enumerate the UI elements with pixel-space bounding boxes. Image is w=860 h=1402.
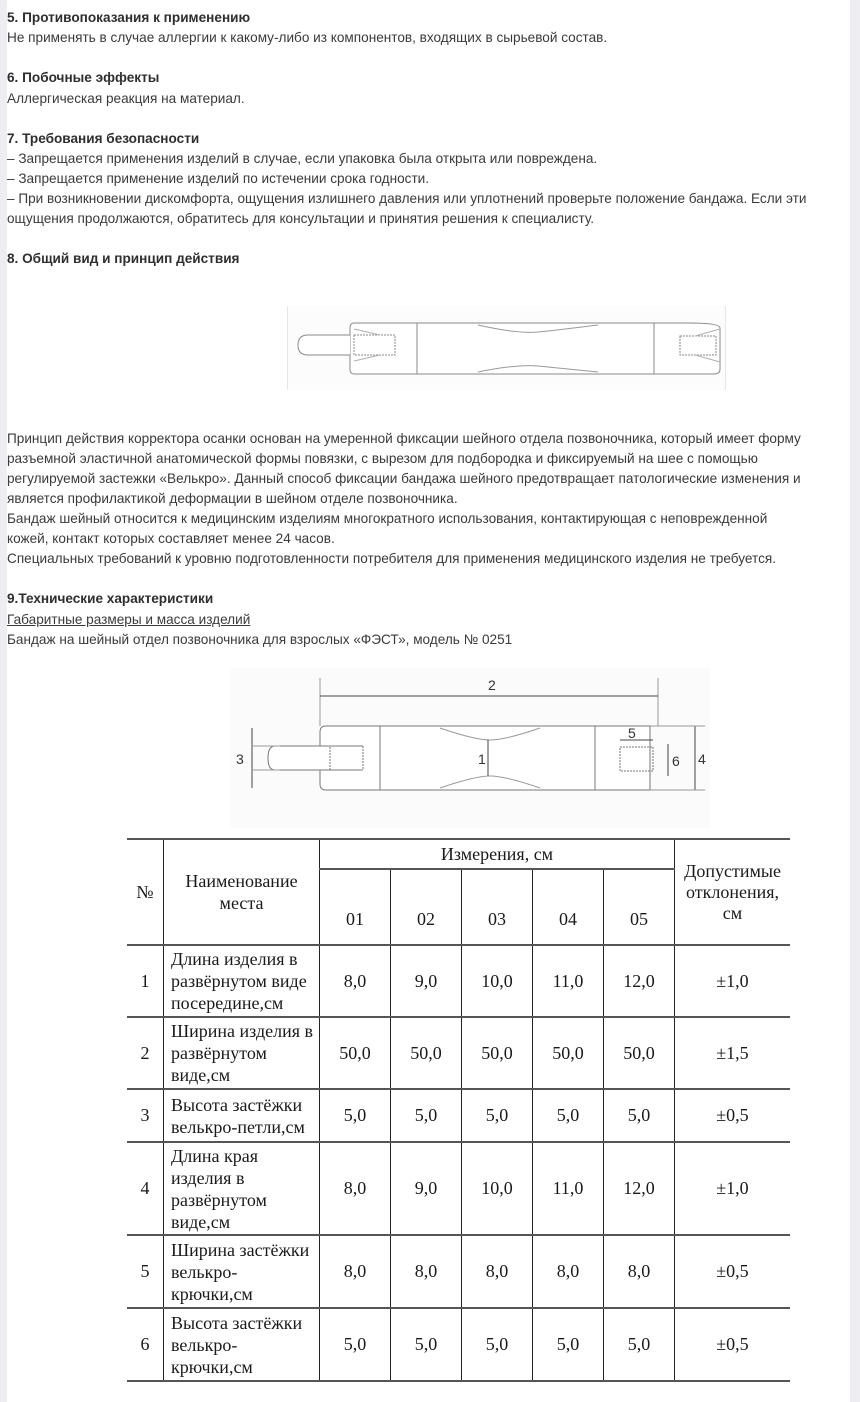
row-name	[164, 1235, 320, 1308]
row-value-size-02: 50,0	[391, 1017, 462, 1089]
row-name-line: Длина изделия в	[171, 949, 298, 969]
header-tolerance-line: см	[722, 902, 743, 923]
description-line: регулируемой застежки «Велькро». Данный способ фиксации бандажа шейного предотвращает патологические изменения и	[7, 471, 801, 486]
dimension-drawing	[230, 668, 710, 828]
row-value-size-04: 11,0	[533, 945, 604, 1017]
row-number: 2	[127, 1017, 164, 1089]
row-name-line: Высота застёжки	[171, 1094, 303, 1115]
row-value-size-01: 8,0	[320, 945, 391, 1017]
row-tolerance: ±1,0	[675, 945, 791, 1017]
row-value-size-05: 12,0	[604, 1142, 675, 1235]
row-value-size-04: 50,0	[533, 1017, 604, 1089]
row-name	[164, 1142, 320, 1235]
row-value-size-01: 5,0	[320, 1089, 391, 1142]
row-value-size-02: 8,0	[391, 1235, 462, 1308]
row-value-size-05: 12,0	[604, 945, 675, 1017]
row-name-line: велькро-	[171, 1334, 238, 1355]
header-tolerance-line: отклонения,	[685, 881, 780, 902]
description-line: является профилактикой деформации в шейном отделе позвоночника.	[7, 491, 458, 506]
table-row	[127, 1142, 790, 1235]
table-row	[127, 1235, 790, 1308]
row-value-size-05: 5,0	[604, 1308, 675, 1381]
row-tolerance: ±0,5	[675, 1089, 791, 1142]
row-value-size-01: 5,0	[320, 1308, 391, 1381]
section-9-subtitle: Габаритные размеры и масса изделий	[7, 612, 251, 627]
header-name-line: места	[219, 893, 264, 913]
row-name	[164, 1089, 320, 1142]
right-scrollbar-strip	[850, 0, 860, 1402]
header-size: 03	[462, 869, 533, 945]
section-7-title: 7. Требования безопасности	[7, 131, 200, 146]
row-value-size-01: 50,0	[320, 1017, 391, 1089]
safety-item: – Запрещается применения изделий в случае, если упаковка была открыта или повреждена.	[7, 151, 598, 166]
row-value-size-02: 5,0	[391, 1089, 462, 1142]
section-6-title: 6. Побочные эффекты	[7, 70, 160, 85]
row-name-line: Длина края	[171, 1145, 259, 1166]
table-row	[127, 945, 790, 1017]
row-value-size-05: 5,0	[604, 1089, 675, 1142]
row-name-line: велькро-петли,см	[171, 1116, 305, 1137]
header-size: 02	[391, 869, 462, 945]
row-name	[164, 1017, 320, 1089]
left-margin-strip	[0, 0, 7, 1402]
table-row	[127, 1017, 790, 1089]
model-description: Бандаж на шейный отдел позвоночника для взрослых «ФЭСТ», модель № 0251	[7, 632, 513, 647]
row-value-size-02: 9,0	[391, 945, 462, 1017]
section-5-title: 5. Противопоказания к применению	[7, 10, 251, 25]
header-name-line: Наименование	[185, 871, 298, 891]
dimension-label: 1	[478, 751, 486, 767]
row-value-size-05: 50,0	[604, 1017, 675, 1089]
description-line: Принцип действия корректора осанки основан на умеренной фиксации шейного отдела позвоночника, который имеет форму	[7, 431, 801, 446]
header-number: №	[127, 839, 164, 945]
dimensions-table	[127, 838, 790, 1382]
safety-item: – Запрещается применение изделий по истечении срока годности.	[7, 171, 430, 186]
row-name-line: развёрнутом	[171, 1189, 267, 1210]
bandage-general-view-figure	[287, 306, 726, 390]
section-9-title: 9.Технические характеристики	[7, 591, 214, 606]
section-6-text: Аллергическая реакция на материал.	[7, 91, 245, 106]
dimension-label: 5	[628, 725, 636, 741]
description-line: Бандаж шейный относится к медицинским изделиям многократного использования, контактирующая с неповрежденной	[7, 511, 768, 526]
dimension-drawing-figure	[230, 668, 710, 828]
row-name-line: Ширина застёжки	[171, 1239, 310, 1260]
table-row	[127, 1089, 790, 1142]
row-value-size-04: 5,0	[533, 1089, 604, 1142]
bandage-drawing	[288, 306, 725, 390]
header-size: 05	[604, 869, 675, 945]
row-tolerance: ±0,5	[675, 1235, 791, 1308]
row-value-size-04: 8,0	[533, 1235, 604, 1308]
section-5-text: Не применять в случае аллергии к какому-либо из компонентов, входящих в сырьевой состав.	[7, 30, 608, 45]
row-value-size-04: 11,0	[533, 1142, 604, 1235]
row-name	[164, 945, 320, 1017]
row-value-size-01: 8,0	[320, 1142, 391, 1235]
row-tolerance: ±1,5	[675, 1017, 791, 1089]
header-measurements: Измерения, см	[320, 839, 675, 869]
row-tolerance: ±1,0	[675, 1142, 791, 1235]
row-value-size-04: 5,0	[533, 1308, 604, 1381]
table-row	[127, 1308, 790, 1381]
section-8-description	[7, 429, 850, 569]
row-name-line: крючки,см	[171, 1283, 253, 1304]
row-value-size-01: 8,0	[320, 1235, 391, 1308]
description-line: кожей, контакт которых составляет менее 24 часов.	[7, 531, 335, 546]
row-name-line: виде,см	[171, 1065, 231, 1085]
row-name-line: развёрнутом виде	[171, 971, 307, 991]
row-name-line: развёрнутом	[171, 1043, 267, 1063]
row-number: 5	[127, 1235, 164, 1308]
row-value-size-03: 10,0	[462, 1142, 533, 1235]
header-size: 04	[533, 869, 604, 945]
row-value-size-03: 10,0	[462, 945, 533, 1017]
row-name-line: виде,см	[171, 1211, 231, 1232]
dimension-label: 6	[672, 753, 680, 769]
header-size: 01	[320, 869, 391, 945]
row-name-line: Ширина изделия в	[171, 1021, 314, 1041]
row-number: 4	[127, 1142, 164, 1235]
row-value-size-03: 50,0	[462, 1017, 533, 1089]
bandage-body	[350, 323, 720, 374]
description-line: Специальных требований к уровню подготовленности потребителя для применения медицинского изделия не требуется.	[7, 551, 777, 566]
row-value-size-03: 8,0	[462, 1235, 533, 1308]
dimension-label: 2	[488, 677, 496, 693]
dimension-label: 4	[698, 751, 706, 767]
row-name-line: изделия в	[171, 1167, 245, 1188]
header-name	[164, 839, 320, 945]
row-value-size-02: 5,0	[391, 1308, 462, 1381]
row-number: 3	[127, 1089, 164, 1142]
row-name-line: велькро-	[171, 1261, 238, 1282]
row-value-size-03: 5,0	[462, 1308, 533, 1381]
row-value-size-02: 9,0	[391, 1142, 462, 1235]
row-name-line: Высота застёжки	[171, 1312, 303, 1333]
header-tolerance	[675, 839, 791, 945]
row-number: 1	[127, 945, 164, 1017]
safety-item: ощущения продолжаются, обратитесь для консультации и принятия решения к специалисту.	[7, 211, 595, 226]
row-name-line: посередине,см	[171, 993, 284, 1013]
section-8-title: 8. Общий вид и принцип действия	[7, 251, 240, 266]
row-value-size-05: 8,0	[604, 1235, 675, 1308]
row-name	[164, 1308, 320, 1381]
dimension-label: 3	[236, 751, 244, 767]
row-value-size-03: 5,0	[462, 1089, 533, 1142]
velcro-tab	[298, 335, 350, 355]
row-name-line: крючки,см	[171, 1356, 253, 1377]
safety-item: – При возникновении дискомфорта, ощущения излишнего давления или уплотнений проверьте положение бандажа. Если эти	[7, 191, 807, 206]
header-tolerance-line: Допустимые	[684, 860, 781, 881]
row-number: 6	[127, 1308, 164, 1381]
row-tolerance: ±0,5	[675, 1308, 791, 1381]
description-line: разъемной эластичной анатомической формы повязки, с вырезом для подбородка и фиксируемый на шее с помощью	[7, 451, 758, 466]
